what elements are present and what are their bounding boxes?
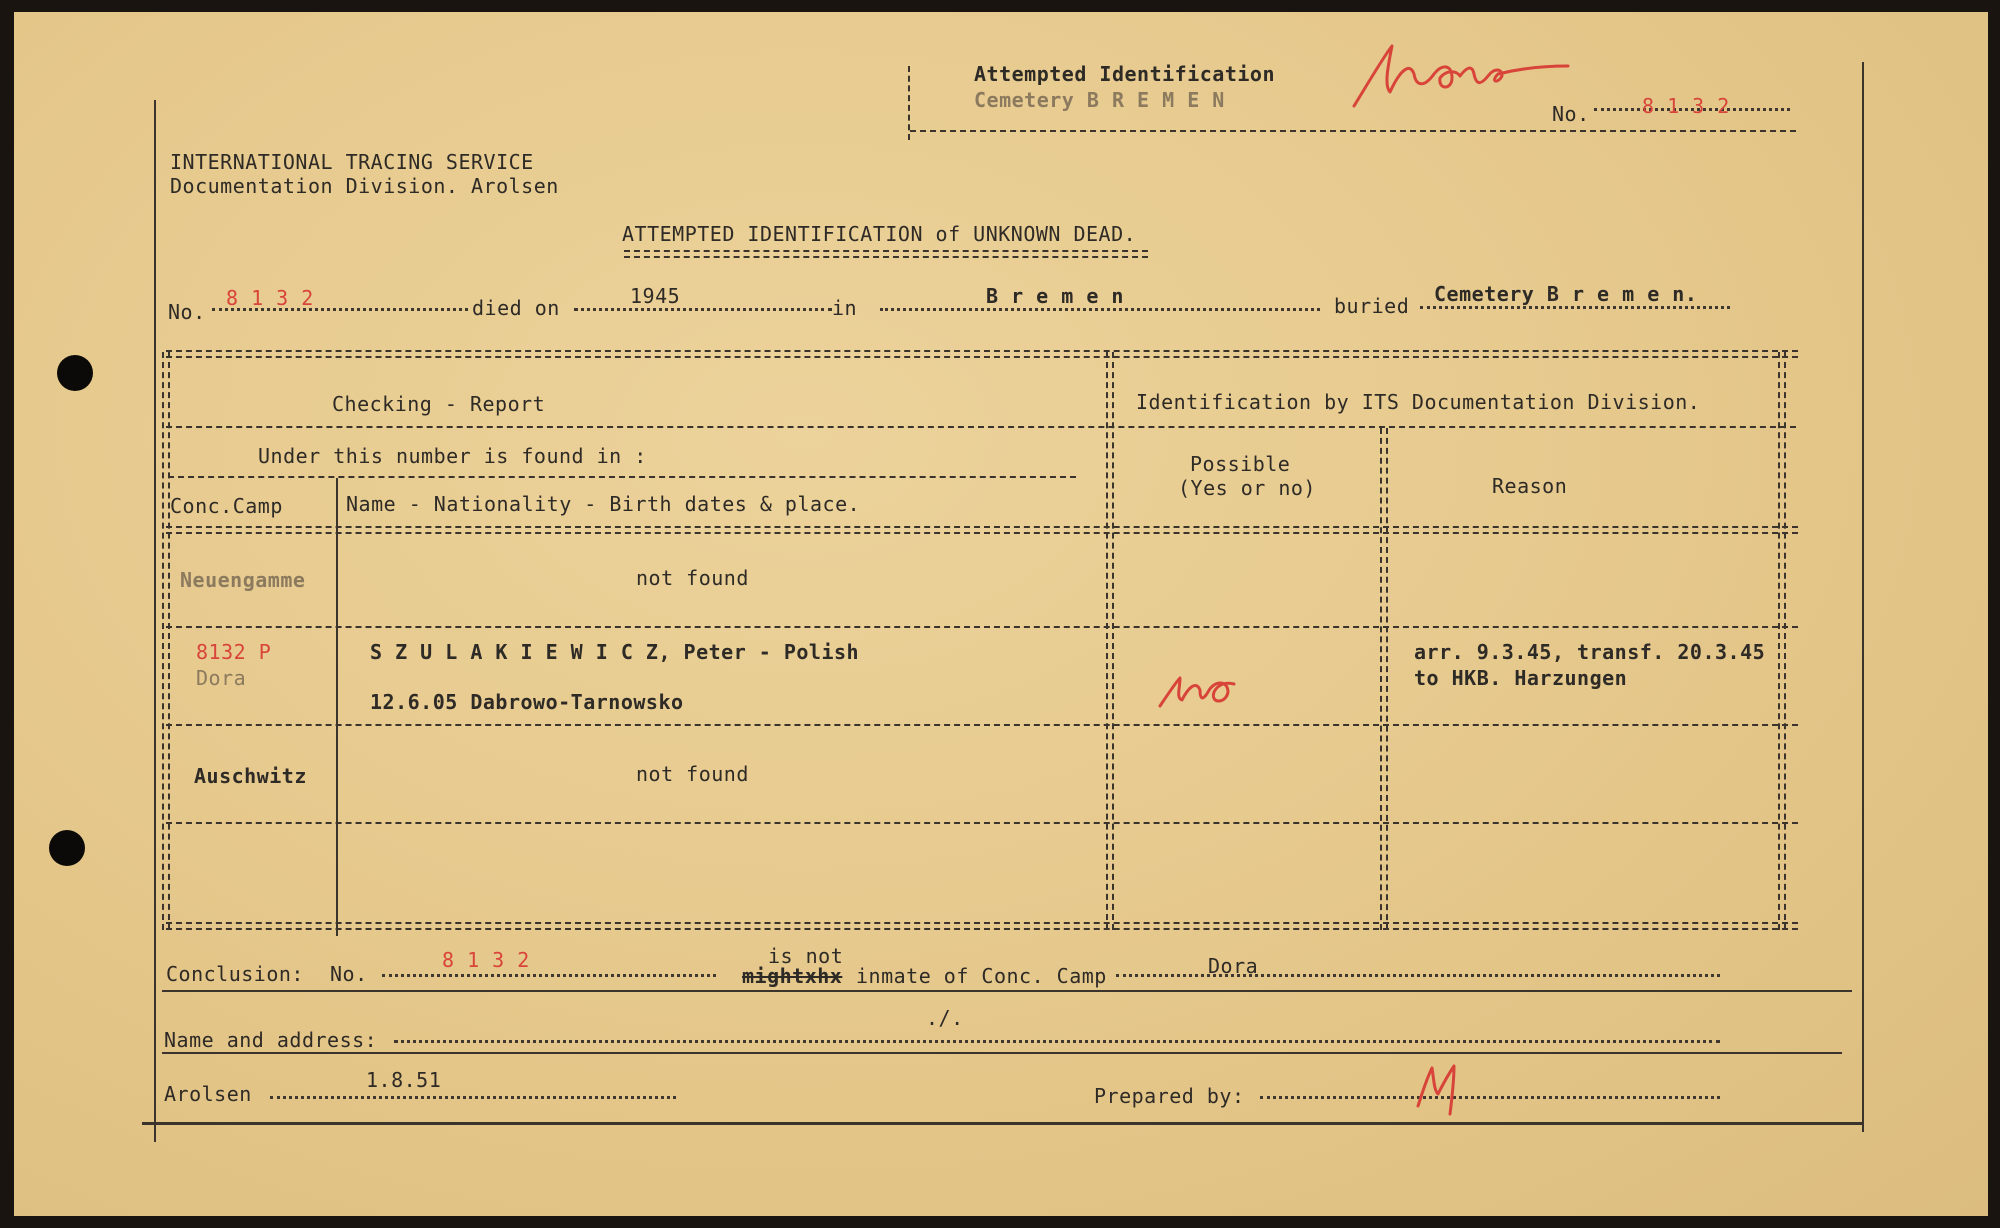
punch-hole-bottom (49, 830, 85, 866)
bottom-frame-line (142, 1122, 1862, 1125)
table-right-border (1778, 352, 1786, 930)
stamp-cemetery: Cemetery B R E M E N (974, 88, 1225, 112)
table-top-border (166, 350, 1798, 358)
buried-value: Cemetery B r e m e n. (1434, 282, 1698, 306)
record-no-label: No. (168, 300, 206, 324)
died-on-dots (574, 308, 832, 311)
table-header-rule (166, 426, 1796, 428)
conclusion-camp: Dora (1208, 954, 1259, 978)
row-rule-1 (166, 626, 1798, 628)
row-person-birth: 12.6.05 Dabrowo-Tarnowsko (370, 690, 684, 714)
sub-header-rule (168, 476, 1076, 478)
table-possible-divider (1380, 428, 1388, 930)
conclusion-camp-dots (1116, 974, 1720, 977)
index-card (14, 12, 1988, 1216)
footer-date-dots (270, 1096, 676, 1099)
record-no-value: 8 1 3 2 (226, 286, 314, 310)
row-rule-2 (166, 724, 1798, 726)
row-camp-number: 8132 P (196, 640, 272, 664)
name-column-header: Name - Nationality - Birth dates & place. (346, 492, 861, 516)
row-camp-dora: Dora (196, 666, 247, 690)
form-title-underline (624, 250, 1148, 258)
found-in-subheader: Under this number is found in : (258, 444, 647, 468)
conclusion-no-value: 8 1 3 2 (442, 948, 530, 972)
header-number-label: No. (1552, 102, 1590, 126)
row-name-not-found-2: not found (636, 762, 749, 786)
prepared-by-dots (1260, 1096, 1720, 1099)
buried-label: buried (1334, 294, 1410, 318)
institution-division: Documentation Division. Arolsen (170, 174, 559, 198)
name-address-rule (162, 1052, 1842, 1054)
table-left-border (162, 352, 170, 930)
row-name-not-found-1: not found (636, 566, 749, 590)
row-reason-line1: arr. 9.3.45, transf. 20.3.45 (1414, 640, 1766, 664)
checking-report-header: Checking - Report (332, 392, 546, 416)
name-address-label: Name and address: (164, 1028, 378, 1052)
died-in-label: in (832, 296, 858, 320)
conclusion-rule (162, 990, 1852, 992)
possible-column-subheader: (Yes or no) (1178, 476, 1316, 500)
punch-hole-top (57, 355, 93, 391)
name-address-value: ./. (926, 1006, 964, 1030)
institution-name: INTERNATIONAL TRACING SERVICE (170, 150, 534, 174)
row-camp-neuengamme: Neuengamme (180, 568, 306, 592)
prepared-by-initial-signature (1414, 1058, 1474, 1118)
stamp-box-left-edge (908, 66, 910, 140)
died-in-dots (880, 308, 1320, 311)
died-on-value: 1945 (630, 284, 681, 308)
conclusion-no-dots (382, 974, 716, 977)
handwritten-none-signature (1348, 40, 1578, 120)
row-reason-line2: to HKB. Harzungen (1414, 666, 1628, 690)
died-on-label: died on (472, 296, 560, 320)
conclusion-correction: is not (768, 944, 844, 968)
conclusion-label: Conclusion: (166, 962, 304, 986)
conclusion-text: inmate of Conc. Camp (856, 964, 1107, 988)
table-camp-divider (336, 478, 338, 936)
prepared-by-label: Prepared by: (1094, 1084, 1245, 1108)
column-header-rule (166, 526, 1798, 534)
prepared-by-initial (1428, 1072, 1441, 1096)
row-rule-3 (166, 822, 1798, 824)
table-bottom-border (166, 922, 1798, 930)
form-title: ATTEMPTED IDENTIFICATION of UNKNOWN DEAD. (622, 222, 1137, 246)
footer-date: 1.8.51 (366, 1068, 442, 1092)
name-address-dots (394, 1040, 1720, 1043)
row-possible-value (1190, 684, 1215, 708)
conclusion-struck-word: mightxhx (742, 964, 843, 988)
row-person-name: S Z U L A K I E W I C Z, Peter - Polish (370, 640, 860, 664)
buried-dots (1420, 306, 1730, 309)
row-camp-auschwitz: Auschwitz (194, 764, 307, 788)
reason-column-header: Reason (1492, 474, 1568, 498)
camp-column-header: Conc.Camp (170, 494, 283, 518)
identification-header: Identification by ITS Documentation Division. (1136, 390, 1701, 414)
stamp-box-bottom-edge (910, 130, 1796, 132)
left-frame-line (154, 100, 156, 1142)
conclusion-no-label: No. (330, 962, 368, 986)
died-in-value: B r e m e n (986, 284, 1124, 308)
right-frame-line (1862, 62, 1864, 1132)
stamp-title: Attempted Identification (974, 62, 1275, 86)
possible-column-header: Possible (1190, 452, 1291, 476)
header-number-value: 8 1 3 2 (1642, 94, 1730, 118)
footer-place: Arolsen (164, 1082, 252, 1106)
table-mid-divider (1106, 352, 1114, 930)
